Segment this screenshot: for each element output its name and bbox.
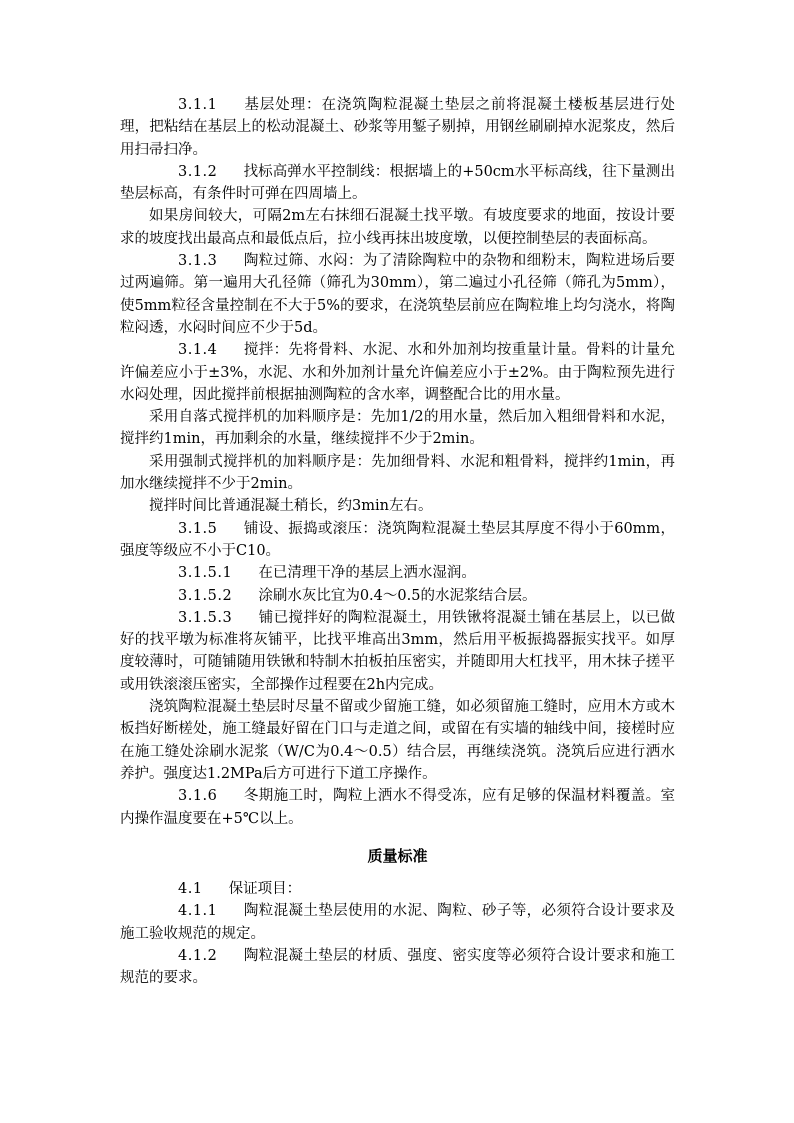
paragraph-3-1-5-2 [120,585,675,607]
paragraph-3-1-6 [120,785,675,830]
paragraph-text: 基层处理：在浇筑陶粒混凝土垫层之前将混凝土楼板基层进行处理，把粘结在基层上的松动混凝土、砂浆等用錾子剔掉，用钢丝刷刷掉水泥浆皮，然后用扫帚扫净。 [120,97,675,158]
paragraph-continuation [120,406,675,451]
paragraph-3-1-4 [120,339,675,406]
clause-number: 3.1.2 [178,163,218,180]
paragraph-3-1-3 [120,250,675,339]
paragraph-4-1-1 [120,900,675,945]
paragraph-4-1-2 [120,945,675,990]
clause-number: 3.1.5.3 [178,609,233,626]
paragraph-text: 浇筑陶粒混凝土垫层时尽量不留或少留施工缝，如必须留施工缝时，应用木方或木板挡好断槎处，施工缝最好留在门口与走道之间，或留在有实墙的轴线中间，接槎时应在施工缝处涂刷水泥浆（W/C为0.4～0.5）结合层，再继续浇筑。浇筑后应进行洒水养护。强度达1.2MPa后方可进行下道工序操作。 [120,699,675,782]
document-page [120,94,675,990]
paragraph-continuation [120,205,675,250]
paragraph-text: 保证项目： [228,881,302,898]
paragraph-text: 冬期施工时，陶粒上洒水不得受冻，应有足够的保温材料覆盖。室内操作温度要在+5℃以上。 [120,788,675,827]
paragraph-text: 如果房间较大，可隔2m左右抹细石混凝土找平墩。有坡度要求的地面，按设计要求的坡度找出最高点和最低点后，拉小线再抹出坡度墩，以便控制垫层的表面标高。 [120,208,675,247]
paragraph-text: 陶粒过筛、水闷：为了清除陶粒中的杂物和细粉末，陶粒进场后要过两遍筛。第一遍用大孔径筛（筛孔为30mm），第二遍过小孔径筛（筛孔为5mm），使5mm粒径含量控制在不大于5%的要求，在浇筑垫层前应在陶粒堆上均匀浇水，将陶粒闷透，水闷时间应不少于5d。 [120,253,675,336]
paragraph-continuation [120,451,675,496]
paragraph-3-1-1 [120,94,675,161]
clause-number: 3.1.6 [178,788,218,805]
paragraph-text: 采用强制式搅拌机的加料顺序是：先加细骨料、水泥和粗骨料，搅拌约1min，再加水继续搅拌不少于2min。 [120,453,675,493]
paragraph-text: 涂刷水灰比宜为0.4～0.5的水泥浆结合层。 [258,587,537,604]
clause-number: 3.1.5 [178,520,218,537]
paragraph-text: 陶粒混凝土垫层使用的水泥、陶粒、砂子等，必须符合设计要求及施工验收规范的规定。 [120,903,675,942]
clause-number: 4.1.1 [178,903,218,920]
clause-number: 3.1.1 [178,97,218,113]
clause-number: 4.1 [178,881,203,898]
clause-number: 3.1.5.1 [178,565,233,582]
section-heading: 质量标准 [367,846,428,865]
paragraph-3-1-5 [120,518,675,563]
paragraph-text: 搅拌：先将骨料、水泥、水和外加剂均按重量计量。骨料的计量允许偏差应小于±3%，水泥、水和外加剂计量允许偏差应小于±2%。由于陶粒预先进行水闷处理，因此搅拌前根据抽测陶粒的含水率，调整配合比的用水量。 [120,342,675,403]
paragraph-3-1-5-1 [120,562,675,584]
paragraph-3-1-5-3 [120,607,675,696]
paragraph-continuation [120,696,675,785]
clause-number: 4.1.2 [178,947,218,964]
paragraph-text: 铺已搅拌好的陶粒混凝土，用铁锹将混凝土铺在基层上，以已做好的找平墩为标准将灰铺平，比找平堆高出3mm，然后用平板振捣器振实找平。如厚度较薄时，可随铺随用铁锹和特制木拍板拍压密实，并随即用大杠找平，用木抹子搓平或用铁滚滚压密实，全部操作过程要在2h内完成。 [120,609,675,693]
clause-number: 3.1.4 [178,342,218,359]
paragraph-continuation [120,495,675,517]
paragraph-text: 在已清理干净的基层上洒水湿润。 [258,565,476,582]
clause-number: 3.1.5.2 [178,587,233,604]
paragraph-text: 搅拌时间比普通混凝土稍长，约3min左右。 [149,498,433,515]
paragraph-3-1-2 [120,161,675,206]
clause-number: 3.1.3 [178,253,218,270]
paragraph-4-1 [120,878,675,900]
paragraph-text: 陶粒混凝土垫层的材质、强度、密实度等必须符合设计要求和施工规范的要求。 [120,947,675,987]
paragraph-text: 找标高弹水平控制线：根据墙上的+50cm水平标高线，往下量测出垫层标高，有条件时可弹在四周墙上。 [120,163,675,203]
paragraph-text: 采用自落式搅拌机的加料顺序是：先加1/2的用水量，然后加入粗细骨料和水泥，搅拌约1min，再加剩余的水量，继续搅拌不少于2min。 [120,409,675,448]
paragraph-text: 铺设、振捣或滚压：浇筑陶粒混凝土垫层其厚度不得小于60mm，强度等级应不小于C10。 [120,520,675,559]
